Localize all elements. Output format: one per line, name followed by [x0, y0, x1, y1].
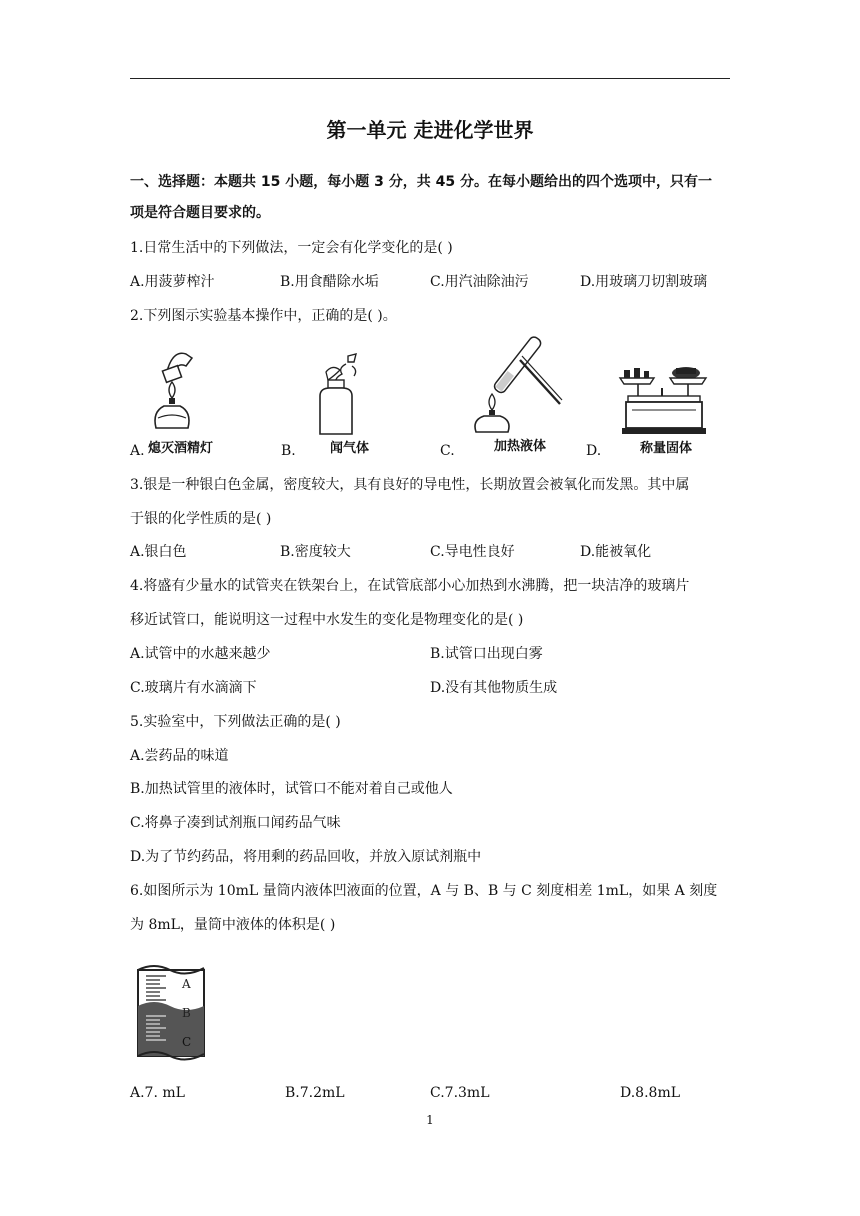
q3-stem-cont: 于银的化学性质的是( )	[130, 511, 272, 527]
q6-stem: 6.如图所示为 10mL 量筒内液体凹液面的位置，A 与 B、B 与 C 刻度相差 1mL，如果 A 刻度	[130, 883, 718, 899]
q4-stem: 4.将盛有少量水的试管夹在铁架台上，在试管底部小心加热到水沸腾，把一块洁净的玻璃片	[130, 578, 690, 594]
q2-figure-b-caption: 闻气体	[330, 441, 370, 456]
q1-option-c: C.用汽油除油污	[430, 274, 529, 290]
q6-option-c: C.7.3mL	[430, 1085, 490, 1101]
cylinder-label-a: A	[182, 977, 191, 991]
q2-figure-d-caption: 称量固体	[640, 441, 693, 456]
page-title: 第一单元 走进化学世界	[326, 118, 534, 142]
q6-option-b: B.7.2mL	[285, 1085, 345, 1101]
cylinder-label-b: B	[182, 1006, 191, 1020]
q3-option-c: C.导电性良好	[430, 544, 515, 560]
q5-option-b: B.加热试管里的液体时，试管口不能对着自己或他人	[130, 781, 453, 797]
q4-stem-cont: 移近试管口，能说明这一过程中水发生的变化是物理变化的是( )	[130, 612, 524, 628]
section-heading: 一、选择题：本题共 15 小题，每小题 3 分，共 45 分。在每小题给出的四个选项中，只有一	[130, 174, 712, 190]
smell-gas-figure	[312, 350, 372, 436]
q2-figure-a-caption: 熄灭酒精灯	[148, 441, 214, 456]
q2-figure-b-letter: B.	[281, 443, 296, 459]
q4-option-a: A.试管中的水越来越少	[130, 646, 271, 662]
q1-stem: 1.日常生活中的下列做法，一定会有化学变化的是( )	[130, 240, 453, 256]
q5-option-c: C.将鼻子凑到试剂瓶口闻药品气味	[130, 815, 341, 831]
q4-option-d: D.没有其他物质生成	[430, 680, 558, 696]
page-number: 1	[426, 1113, 434, 1127]
balance-scale-figure	[618, 362, 714, 436]
extinguish-lamp-figure	[140, 346, 220, 432]
q6-option-d: D.8.8mL	[620, 1085, 681, 1101]
q2-figure-a-letter: A.	[130, 443, 145, 459]
q6-option-a: A.7. mL	[130, 1085, 185, 1101]
q3-option-d: D.能被氧化	[580, 544, 652, 560]
q4-option-b: B.试管口出现白雾	[430, 646, 543, 662]
q2-figure-c-letter: C.	[440, 443, 455, 459]
q5-option-a: A.尝药品的味道	[130, 748, 229, 764]
q3-option-a: A.银白色	[130, 544, 187, 560]
q4-option-c: C.玻璃片有水滴滴下	[130, 680, 257, 696]
q1-option-d: D.用玻璃刀切割玻璃	[580, 274, 708, 290]
heat-liquid-figure	[468, 334, 572, 434]
q5-stem: 5.实验室中，下列做法正确的是( )	[130, 714, 341, 730]
graduated-cylinder-figure	[132, 960, 218, 1064]
q3-stem: 3.银是一种银白色金属，密度较大，具有良好的导电性，长期放置会被氧化而发黑。其中属	[130, 477, 690, 493]
cylinder-label-c: C	[182, 1035, 192, 1049]
q6-stem-cont: 为 8mL，量筒中液体的体积是( )	[130, 917, 336, 933]
q3-option-b: B.密度较大	[280, 544, 351, 560]
section-heading-cont: 项是符合题目要求的。	[130, 205, 270, 221]
q5-option-d: D.为了节约药品，将用剩的药品回收，并放入原试剂瓶中	[130, 849, 482, 865]
header-rule	[130, 78, 730, 79]
q2-figure-d-letter: D.	[586, 443, 602, 459]
q1-option-a: A.用菠萝榨汁	[130, 274, 215, 290]
q2-stem: 2.下列图示实验基本操作中，正确的是( )。	[130, 308, 397, 324]
q1-option-b: B.用食醋除水垢	[280, 274, 379, 290]
q2-figure-c-caption: 加热液体	[494, 439, 547, 454]
